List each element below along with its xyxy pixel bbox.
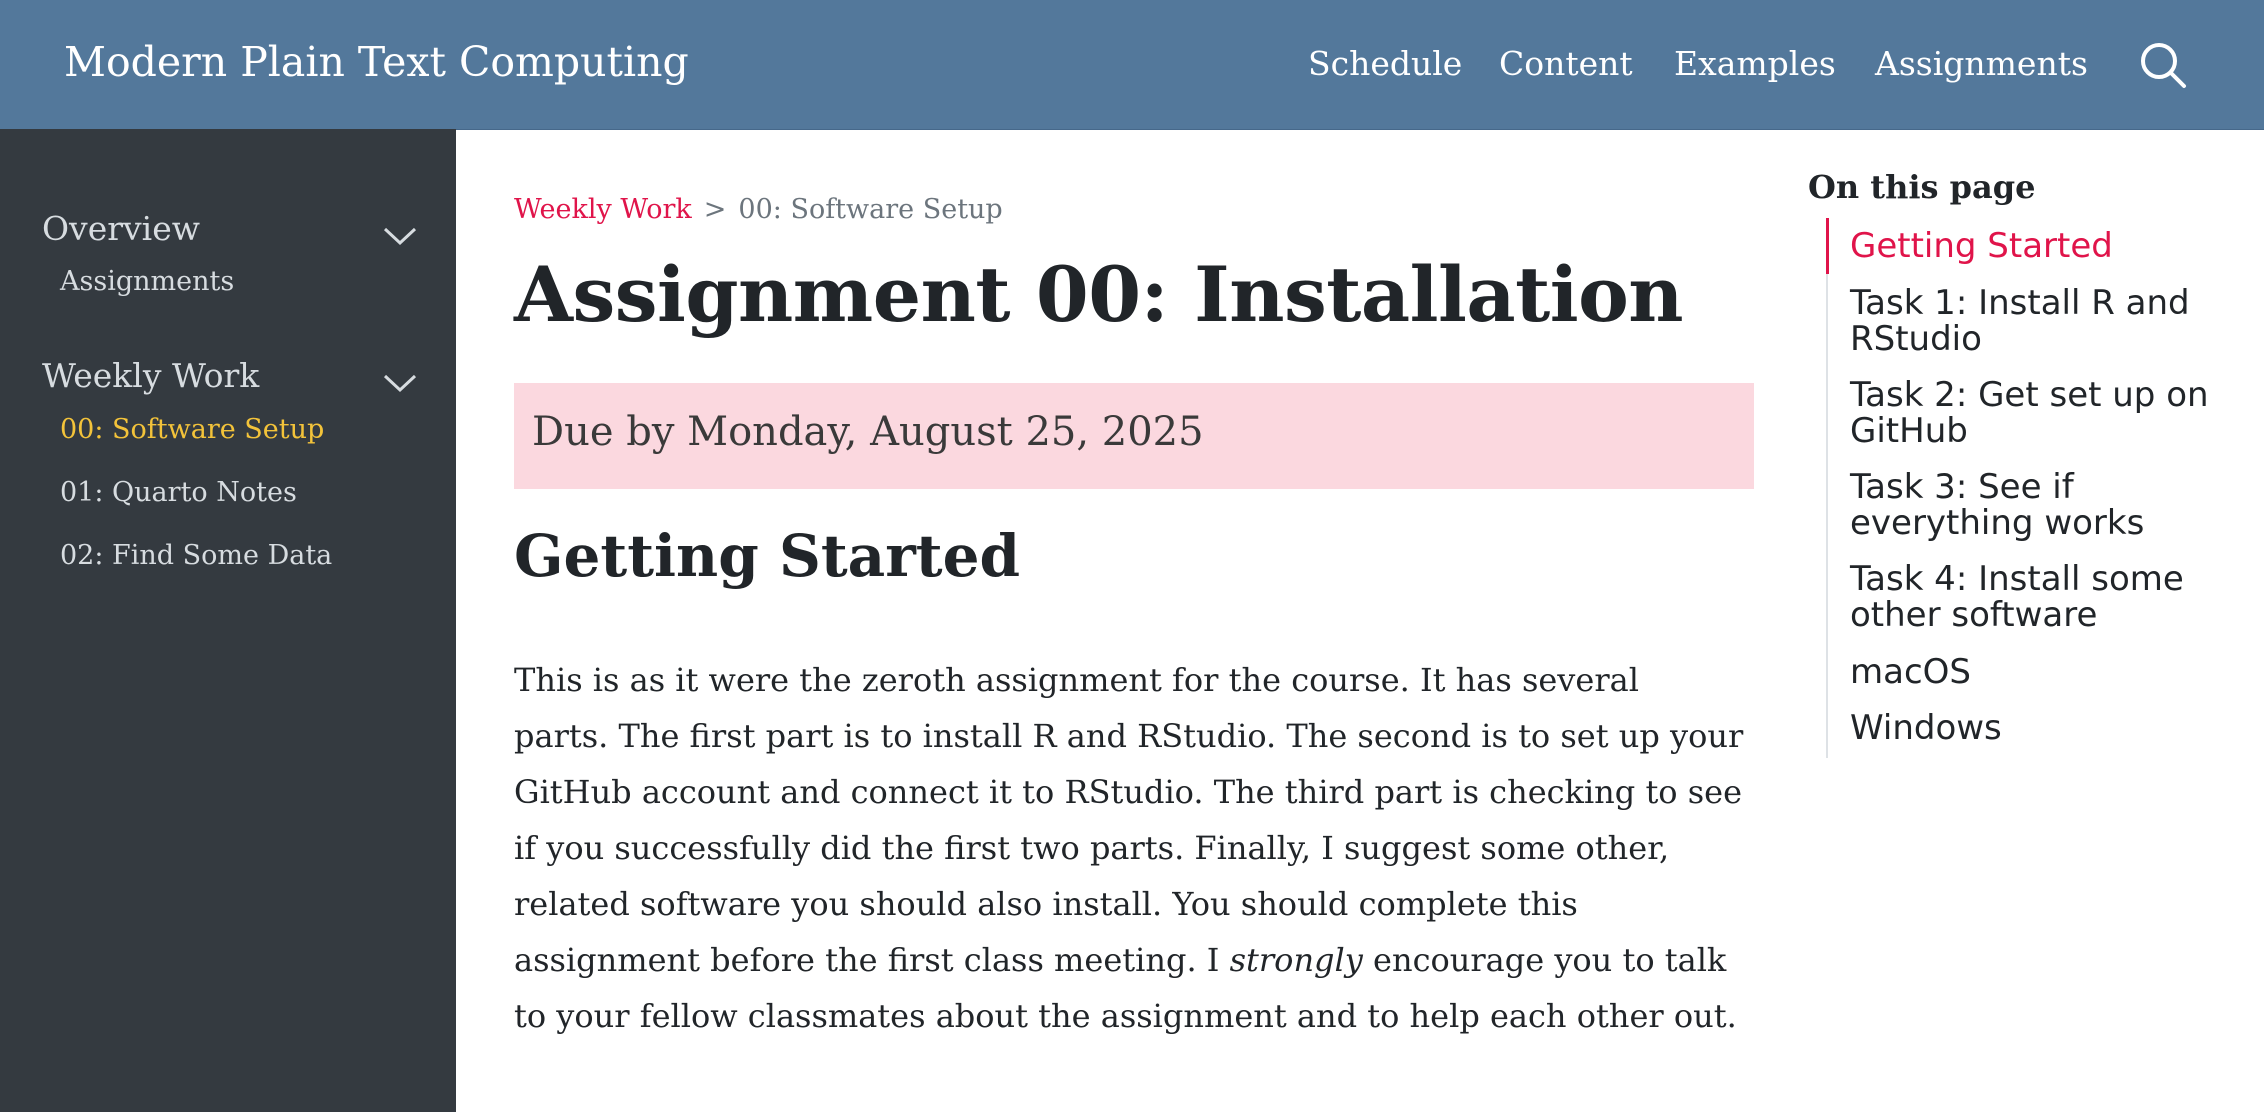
breadcrumb-link-weekly-work[interactable]: Weekly Work <box>514 194 692 225</box>
toc-item-label: Windows <box>1850 708 2002 748</box>
paragraph-line: related software you should also install. You should complete this <box>514 885 1578 923</box>
nav-link-assignments[interactable]: Assignments <box>1875 44 2088 83</box>
paragraph-line: parts. The first part is to install R and RStudio. The second is to set up your <box>514 717 1744 755</box>
sidebar-item-assignments[interactable]: Assignments <box>60 266 235 297</box>
paragraph-line: This is as it were the zeroth assignment for the course. It has several <box>514 661 1639 699</box>
sidebar-section-overview[interactable]: Overview <box>42 209 200 248</box>
paragraph-line <box>514 932 1754 988</box>
intro-paragraph <box>514 652 1754 1044</box>
chevron-down-icon[interactable] <box>382 225 418 247</box>
toc-item-task-4[interactable] <box>1850 561 2184 633</box>
search-icon[interactable] <box>2138 40 2188 90</box>
toc-item-label: Getting Started <box>1850 226 2113 266</box>
paragraph-text: assignment before the first class meeting. I <box>514 941 1230 979</box>
breadcrumb <box>514 194 1003 225</box>
toc-item-label: Task 2: Get set up on <box>1850 375 2209 415</box>
toc-title: On this page <box>1808 168 2036 206</box>
due-date-callout <box>514 383 1754 489</box>
section-heading-getting-started: Getting Started <box>514 522 1021 590</box>
toc-item-task-1[interactable] <box>1850 285 2190 357</box>
chevron-down-icon[interactable] <box>382 372 418 394</box>
toc-item-label: RStudio <box>1850 319 1982 359</box>
toc-item-label: Task 1: Install R and <box>1850 283 2190 323</box>
toc-divider <box>1826 218 1828 758</box>
sidebar-section-weekly-work[interactable]: Weekly Work <box>42 356 260 395</box>
toc-active-indicator <box>1826 218 1829 274</box>
toc-item-getting-started[interactable] <box>1850 228 2113 264</box>
nav-link-examples[interactable]: Examples <box>1674 44 1836 83</box>
paragraph-line: GitHub account and connect it to RStudio. The third part is checking to see <box>514 773 1743 811</box>
sidebar-item-find-some-data[interactable]: 02: Find Some Data <box>60 540 333 571</box>
paragraph-text: encourage you to talk <box>1362 941 1727 979</box>
sidebar <box>0 129 456 1112</box>
toc-item-task-3[interactable] <box>1850 469 2144 541</box>
sidebar-item-quarto-notes[interactable]: 01: Quarto Notes <box>60 477 297 508</box>
due-date-text: Due by Monday, August 25, 2025 <box>532 409 1204 455</box>
paragraph-line: if you successfully did the first two parts. Finally, I suggest some other, <box>514 829 1670 867</box>
toc-item-label: Task 4: Install some <box>1850 559 2184 599</box>
page-title: Assignment 00: Installation <box>514 250 1684 339</box>
nav-link-schedule[interactable]: Schedule <box>1308 44 1463 83</box>
breadcrumb-current: 00: Software Setup <box>738 194 1003 225</box>
toc-item-label: Task 3: See if <box>1850 467 2074 507</box>
toc-item-label: GitHub <box>1850 411 1968 451</box>
nav-link-content[interactable]: Content <box>1499 44 1633 83</box>
breadcrumb-separator: > <box>703 194 727 225</box>
site-brand[interactable]: Modern Plain Text Computing <box>64 38 689 86</box>
toc-item-label: macOS <box>1850 652 1971 692</box>
toc-item-windows[interactable] <box>1850 710 2002 746</box>
toc-item-macos[interactable] <box>1850 654 1971 690</box>
emphasis-text: strongly <box>1229 941 1363 979</box>
sidebar-item-software-setup[interactable]: 00: Software Setup <box>60 414 325 445</box>
toc-item-task-2[interactable] <box>1850 377 2209 449</box>
toc-item-label: other software <box>1850 595 2098 635</box>
paragraph-line: to your fellow classmates about the assignment and to help each other out. <box>514 997 1737 1035</box>
top-navbar <box>0 0 2264 130</box>
toc-item-label: everything works <box>1850 503 2145 543</box>
